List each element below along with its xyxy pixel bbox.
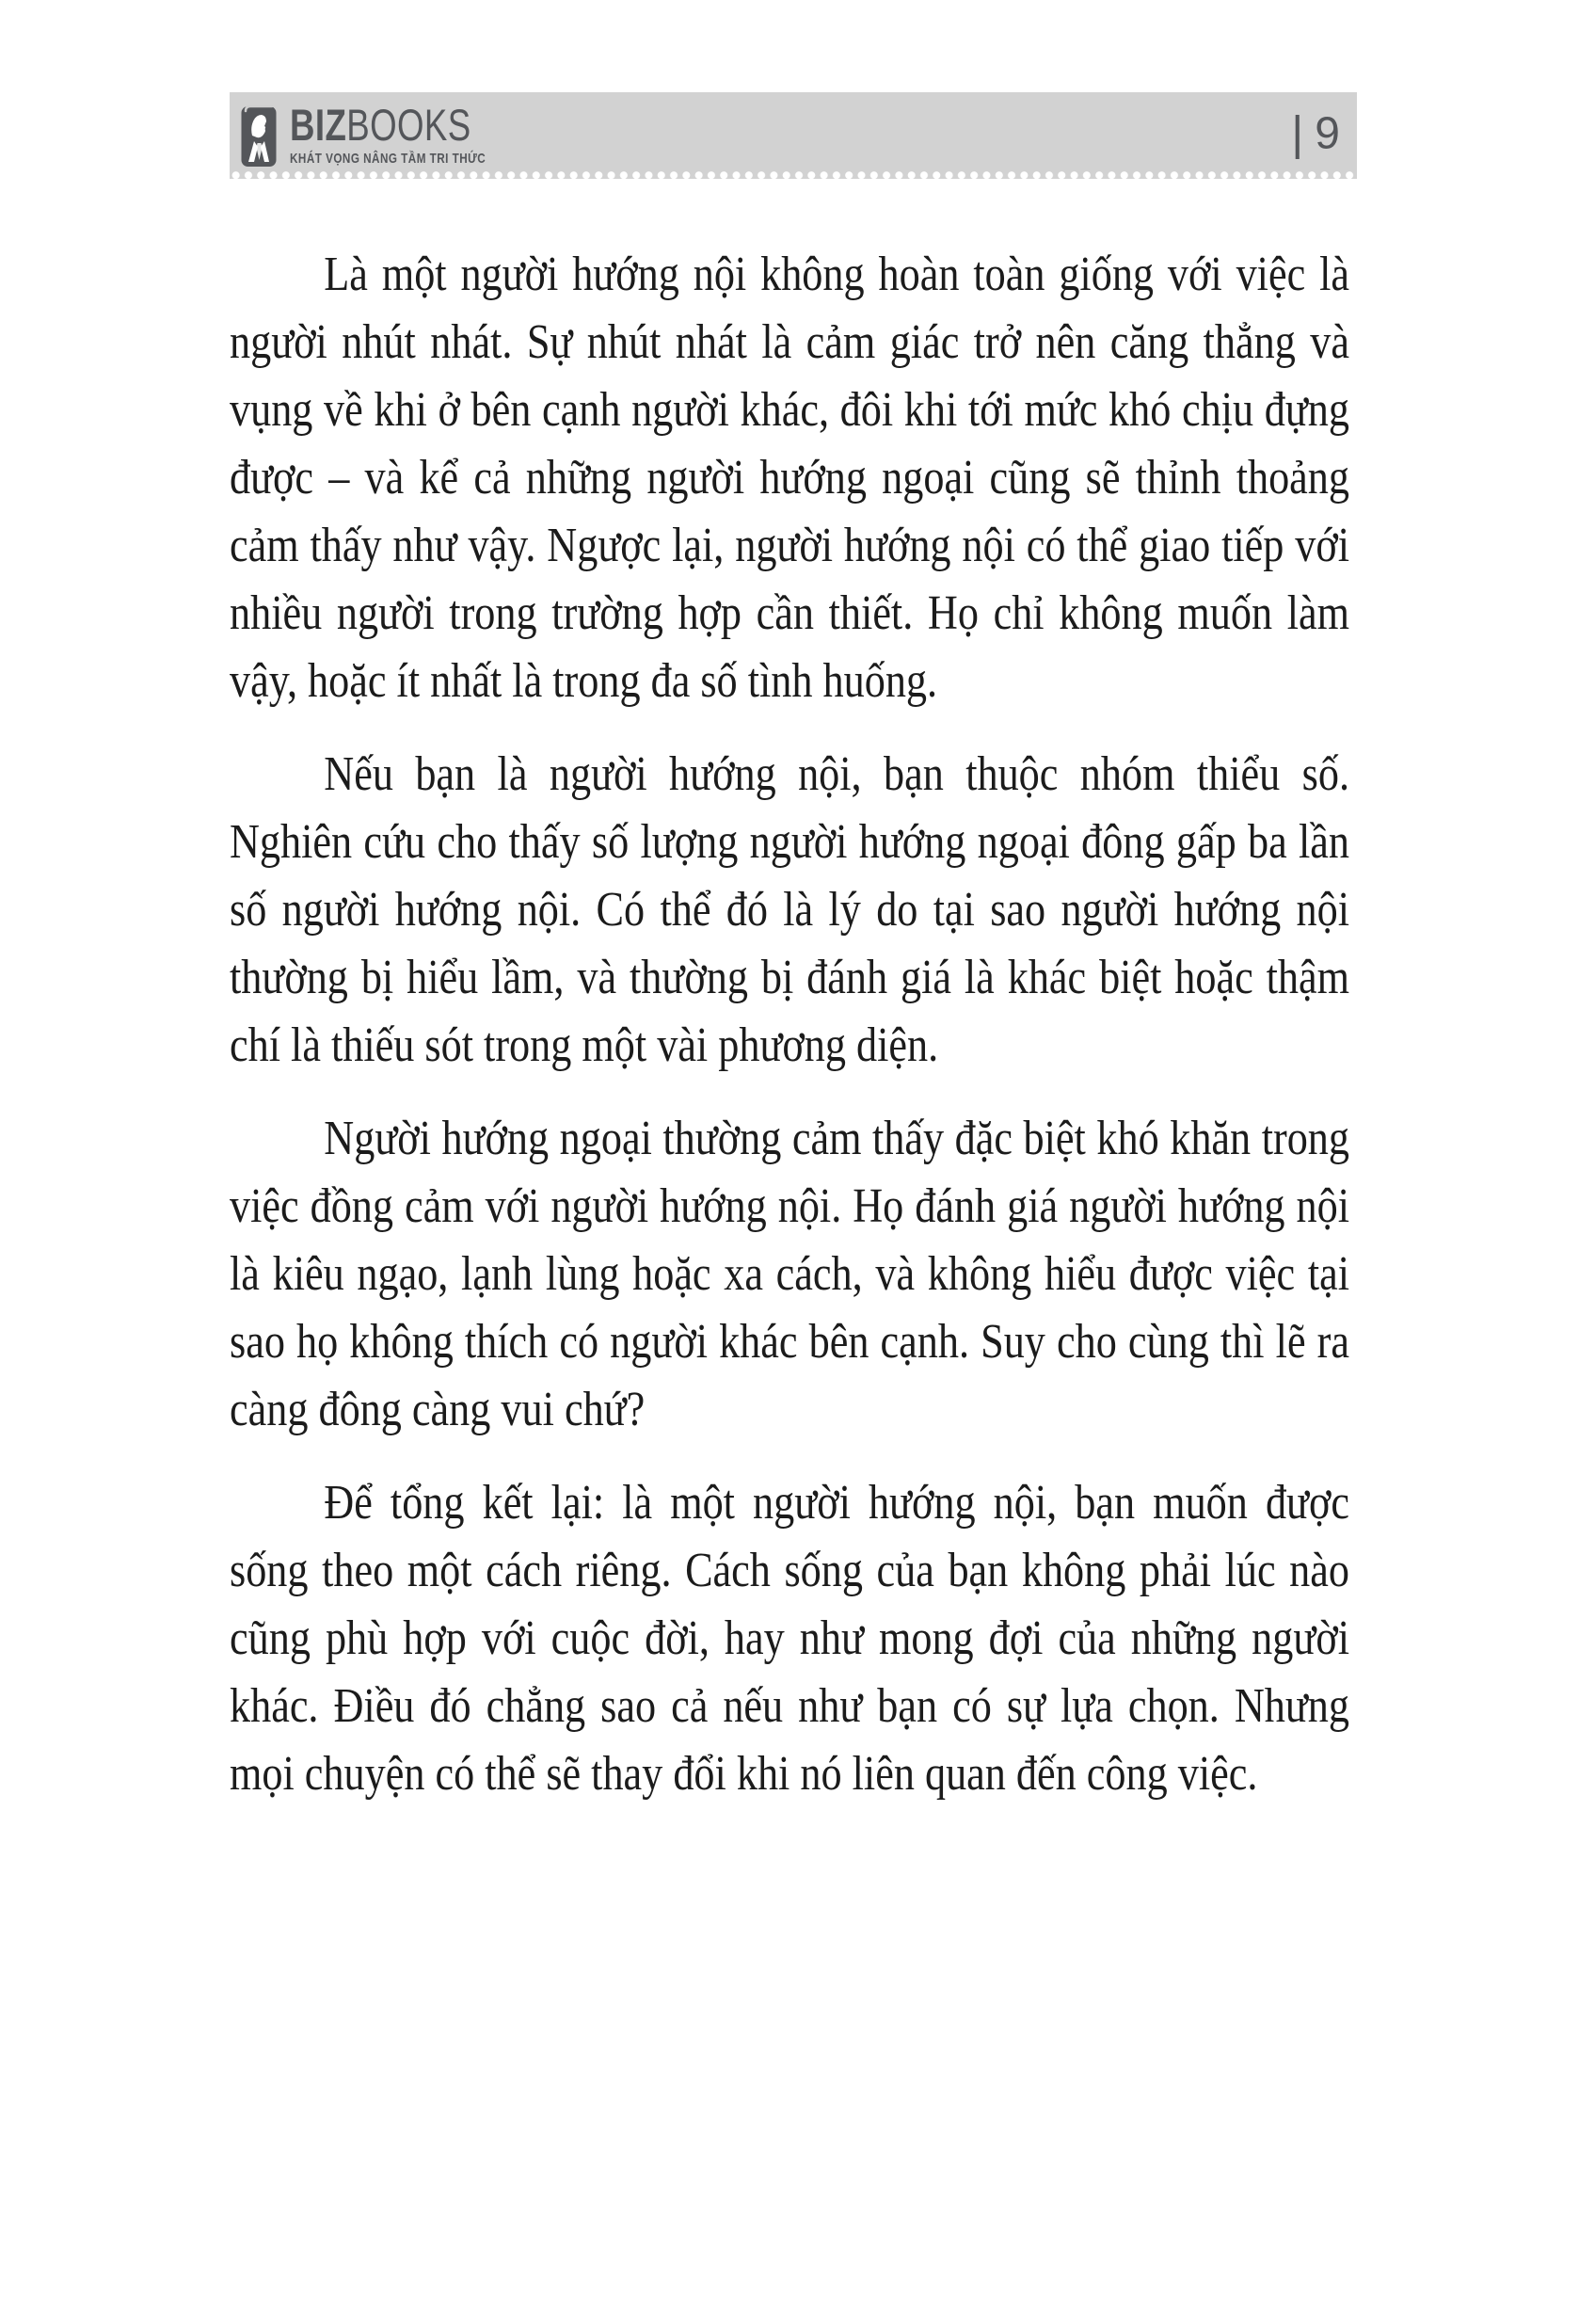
body-paragraph: Để tổng kết lại: là một người hướng nội, bạn muốn được sống theo một cách riêng. Cách sống của bạn không phải lúc nào cũng phù hợp với cuộc đời, hay như mong đợi của những người khác. Điều đó chẳng sao cả nếu như bạn có sự lựa chọn. Nhưng mọi chuyện có thể sẽ thay đổi khi nó liên quan đến công việc.	[230, 1476, 1349, 1801]
bizbooks-logo	[241, 100, 541, 168]
brand-biz: BIZ	[290, 100, 347, 150]
page-number	[1291, 106, 1340, 161]
page-number-value: 9	[1315, 108, 1340, 159]
body-paragraph: Là một người hướng nội không hoàn toàn giống với việc là người nhút nhát. Sự nhút nhát là cảm giác trở nên căng thẳng và vụng về khi ở bên cạnh người khác, đôi khi tới mức khó chịu đựng được – và kể cả những người hướng ngoại cũng sẽ thỉnh thoảng cảm thấy như vậy. Ngược lại, người hướng nội có thể giao tiếp với nhiều người trong trường hợp cần thiết. Họ chỉ không muốn làm vậy, hoặc ít nhất là trong đa số tình huống.	[230, 248, 1349, 708]
brand-tagline: KHÁT VỌNG NÂNG TẦM TRI THỨC	[290, 151, 486, 167]
brand-books: BOOKS	[346, 100, 471, 150]
perforated-edge	[230, 171, 1357, 179]
page-number-divider: |	[1291, 106, 1304, 160]
body-paragraph: Người hướng ngoại thường cảm thấy đặc biệt khó khăn trong việc đồng cảm với người hướng nội. Họ đánh giá người hướng nội là kiêu ngạo, lạnh lùng hoặc xa cách, và không hiểu được việc tại sao họ không thích có người khác bên cạnh. Suy cho cùng thì lẽ ra càng đông càng vui chứ?	[230, 1112, 1349, 1436]
body-paragraph: Nếu bạn là người hướng nội, bạn thuộc nhóm thiểu số. Nghiên cứu cho thấy số lượng người hướng ngoại đông gấp ba lần số người hướng nội. Có thể đó là lý do tại sao người hướng nội thường bị hiểu lầm, và thường bị đánh giá là khác biệt hoặc thậm chí là thiếu sót trong một vài phương diện.	[230, 747, 1349, 1072]
header-bar	[230, 92, 1357, 179]
brand-text-block	[290, 100, 541, 167]
bizbooks-logo-icon	[241, 104, 277, 168]
brand-name	[290, 100, 486, 150]
body-text	[230, 241, 1349, 1834]
